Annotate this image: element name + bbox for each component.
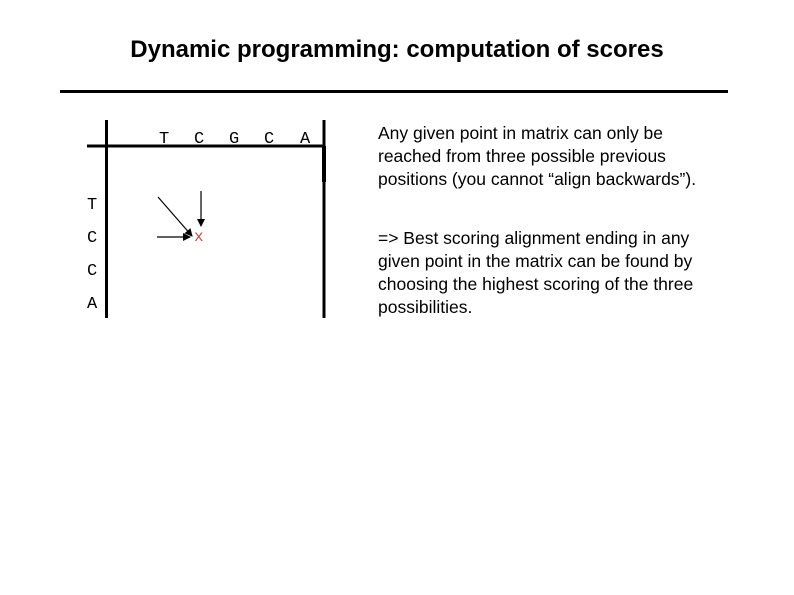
column-letter: C [264, 130, 275, 149]
column-letter: A [300, 130, 311, 149]
row-letter: T [87, 196, 98, 215]
diagonal-arrow [158, 197, 192, 236]
column-letter: T [159, 130, 170, 149]
slide-title: Dynamic programming: computation of scores [130, 36, 664, 63]
conclusion-paragraph: => Best scoring alignment ending in any given point in the matrix can be found by choosing the highest scoring of the three possibilities. [378, 228, 694, 317]
explanation-paragraph: Any given point in matrix can only be reached from three possible previous positions (you cannot “align backwards”). [378, 123, 697, 189]
row-letter: C [87, 229, 98, 248]
column-letter: C [194, 130, 205, 149]
row-letter: C [87, 262, 98, 281]
column-letter: G [229, 130, 240, 149]
row-letter: A [87, 295, 98, 314]
target-cell-mark: x [194, 228, 204, 246]
